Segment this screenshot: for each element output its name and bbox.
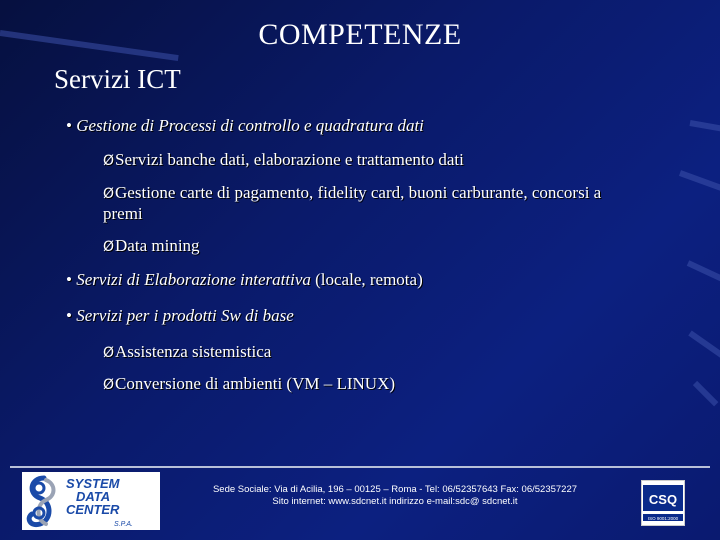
arrow-icon: Ø (103, 239, 115, 255)
csq-logo-caption: ISO 9001:2000 (647, 516, 679, 521)
sub-bullet-text: Conversione di ambienti (VM – LINUX) (115, 374, 396, 393)
bullet-item (66, 306, 294, 326)
bullet-text: Servizi per i prodotti Sw di base (76, 306, 294, 325)
sub-bullet-item (103, 183, 601, 203)
footer (0, 472, 720, 540)
background-stripe (689, 120, 720, 133)
slide-title: COMPETENZE (258, 18, 462, 51)
logo-text-line: DATA (76, 489, 111, 504)
background-stripe (693, 381, 718, 406)
footer-address: Sede Sociale: Via di Acilia, 196 – 00125 – Roma - Tel: 06/52357643 Fax: 06/52357227 (212, 484, 578, 495)
slide-subtitle: Servizi ICT (54, 64, 181, 94)
logo-text-line: CENTER (66, 502, 120, 517)
logo-text-line: SYSTEM (66, 476, 120, 491)
logo-text-line: S.P.A. (114, 521, 133, 528)
system-data-center-logo (22, 472, 160, 530)
sub-bullet-text: Gestione carte di pagamento, fidelity card, buoni carburante, concorsi a (115, 183, 602, 202)
sub-bullet-item (103, 342, 271, 362)
bullet-text: Gestione di Processi di controllo e quadratura dati (76, 116, 424, 135)
csq-certification-logo (641, 480, 685, 526)
background-stripe (687, 260, 720, 282)
footer-contact (170, 484, 620, 508)
bullet-icon: • (66, 270, 72, 289)
footer-web: Sito internet: www.sdcnet.it indirizzo e-mail:sdc@ sdcnet.it (272, 496, 518, 507)
sub-bullet-text: Servizi banche dati, elaborazione e trattamento dati (115, 150, 464, 169)
bullet-item (66, 116, 424, 136)
csq-logo-text: CSQ (648, 492, 678, 507)
sub-bullet-item (103, 374, 395, 394)
footer-divider (10, 466, 710, 468)
bullet-text: Servizi di Elaborazione interattiva (76, 270, 311, 289)
background-stripe (688, 331, 720, 359)
arrow-icon: Ø (103, 186, 115, 202)
arrow-icon: Ø (103, 377, 115, 393)
sub-bullet-text: Assistenza sistemistica (115, 342, 272, 361)
arrow-icon: Ø (103, 153, 115, 169)
bullet-text-plain: (locale, remota) (310, 270, 423, 289)
bullet-item (66, 270, 423, 290)
sub-bullet-item (103, 236, 200, 256)
sub-bullet-item (103, 150, 464, 170)
arrow-icon: Ø (103, 345, 115, 361)
background-stripe (679, 170, 720, 193)
bullet-icon: • (66, 116, 72, 135)
sub-bullet-continuation: premi (103, 204, 143, 223)
csq-logo-graphic (642, 481, 684, 525)
sub-bullet-text: Data mining (115, 236, 200, 255)
bullet-icon: • (66, 306, 72, 325)
system-data-center-logo-graphic (22, 472, 160, 530)
